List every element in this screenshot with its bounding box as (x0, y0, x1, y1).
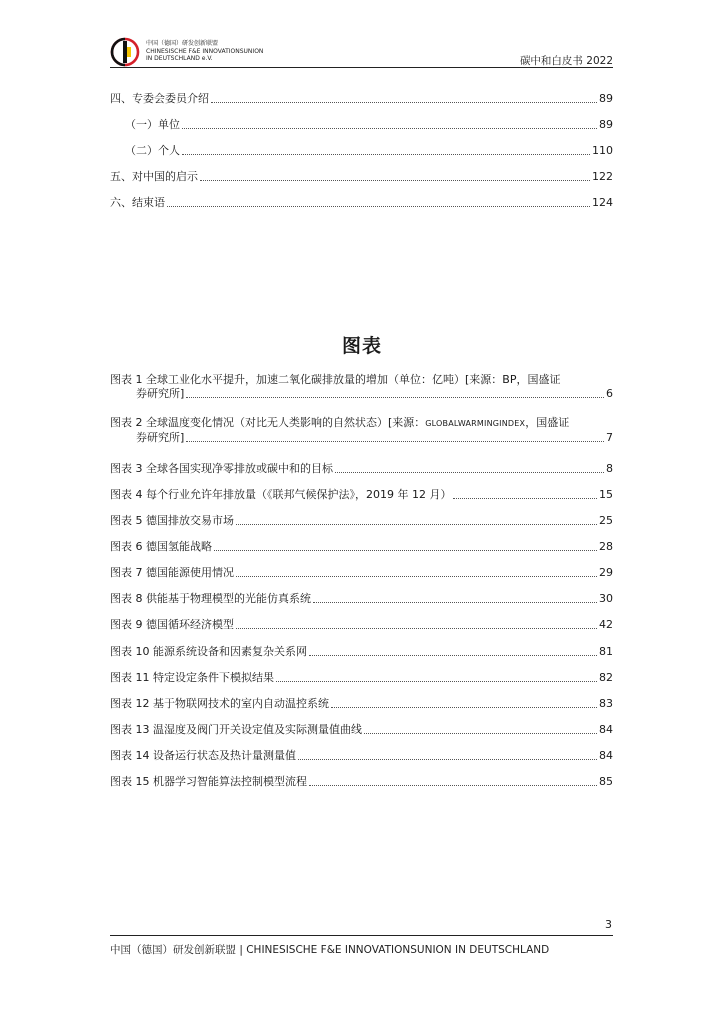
figure-entry[interactable]: 图表 1 全球工业化水平提升，加速二氧化碳排放量的增加（单位：亿吨）[来源：BP，国盛证 券研究所] 6 (110, 373, 613, 400)
toc-entry[interactable]: 五、对中国的启示 122 (110, 170, 613, 183)
union-logo-icon (110, 37, 140, 67)
org-name-chinese: 中国（德国）研发创新联盟 (146, 40, 219, 47)
toc-entry[interactable]: 六、结束语 124 (110, 196, 613, 209)
figure-entry[interactable]: 图表 3 全球各国实现净零排放或碳中和的目标 8 (110, 462, 613, 475)
figure-entry[interactable]: 图表 11 特定设定条件下模拟结果 82 (110, 671, 613, 684)
toc-entry[interactable]: （一）单位 89 (125, 118, 613, 131)
org-name-german-2: IN DEUTSCHLAND e.V. (146, 55, 213, 62)
org-name-german: CHINESISCHE F&E INNOVATIONSUNION (146, 47, 264, 55)
organization-name (146, 40, 263, 63)
figure-entry[interactable]: 图表 10 能源系统设备和因素复杂关系网 81 (110, 645, 613, 658)
document-title: 碳中和白皮书 2022 (519, 55, 613, 67)
figure-entry[interactable]: 图表 7 德国能源使用情况 29 (110, 566, 613, 579)
footer-divider (110, 935, 613, 936)
figure-entry[interactable]: 图表 13 温湿度及阀门开关设定值及实际测量值曲线 84 (110, 723, 613, 736)
figure-entry[interactable]: 图表 15 机器学习智能算法控制模型流程 85 (110, 775, 613, 788)
toc-entry[interactable]: 四、专委会委员介绍 89 (110, 92, 613, 105)
toc-entry[interactable]: （二）个人 110 (125, 144, 613, 157)
figure-entry[interactable]: 图表 14 设备运行状态及热计量测量值 84 (110, 749, 613, 762)
footer-text: 中国（德国）研发创新联盟 | CHINESISCHE F&E INNOVATIONSUNION IN DEUTSCHLAND (110, 944, 550, 956)
figure-entry[interactable]: 图表 5 德国排放交易市场 25 (110, 514, 613, 527)
figure-entry[interactable]: 图表 6 德国氢能战略 28 (110, 540, 613, 553)
figure-entry[interactable]: 图表 8 供能基于物理模型的光能仿真系统 30 (110, 592, 613, 605)
figures-heading: 图表 (341, 335, 382, 357)
figure-entry[interactable]: 图表 9 德国循环经济模型 42 (110, 618, 613, 631)
figure-entry[interactable]: 图表 2 全球温度变化情况（对比无人类影响的自然状态）[来源：GLOBALWARMINGINDEX，国盛证 券研究所] 7 (110, 416, 613, 444)
figure-entry[interactable]: 图表 12 基于物联网技术的室内自动温控系统 83 (110, 697, 613, 710)
page-number: 3 (605, 918, 612, 931)
header-divider (110, 67, 613, 68)
figure-entry[interactable]: 图表 4 每个行业允许年排放量（《联邦气候保护法》，2019 年 12 月） 15 (110, 488, 613, 501)
